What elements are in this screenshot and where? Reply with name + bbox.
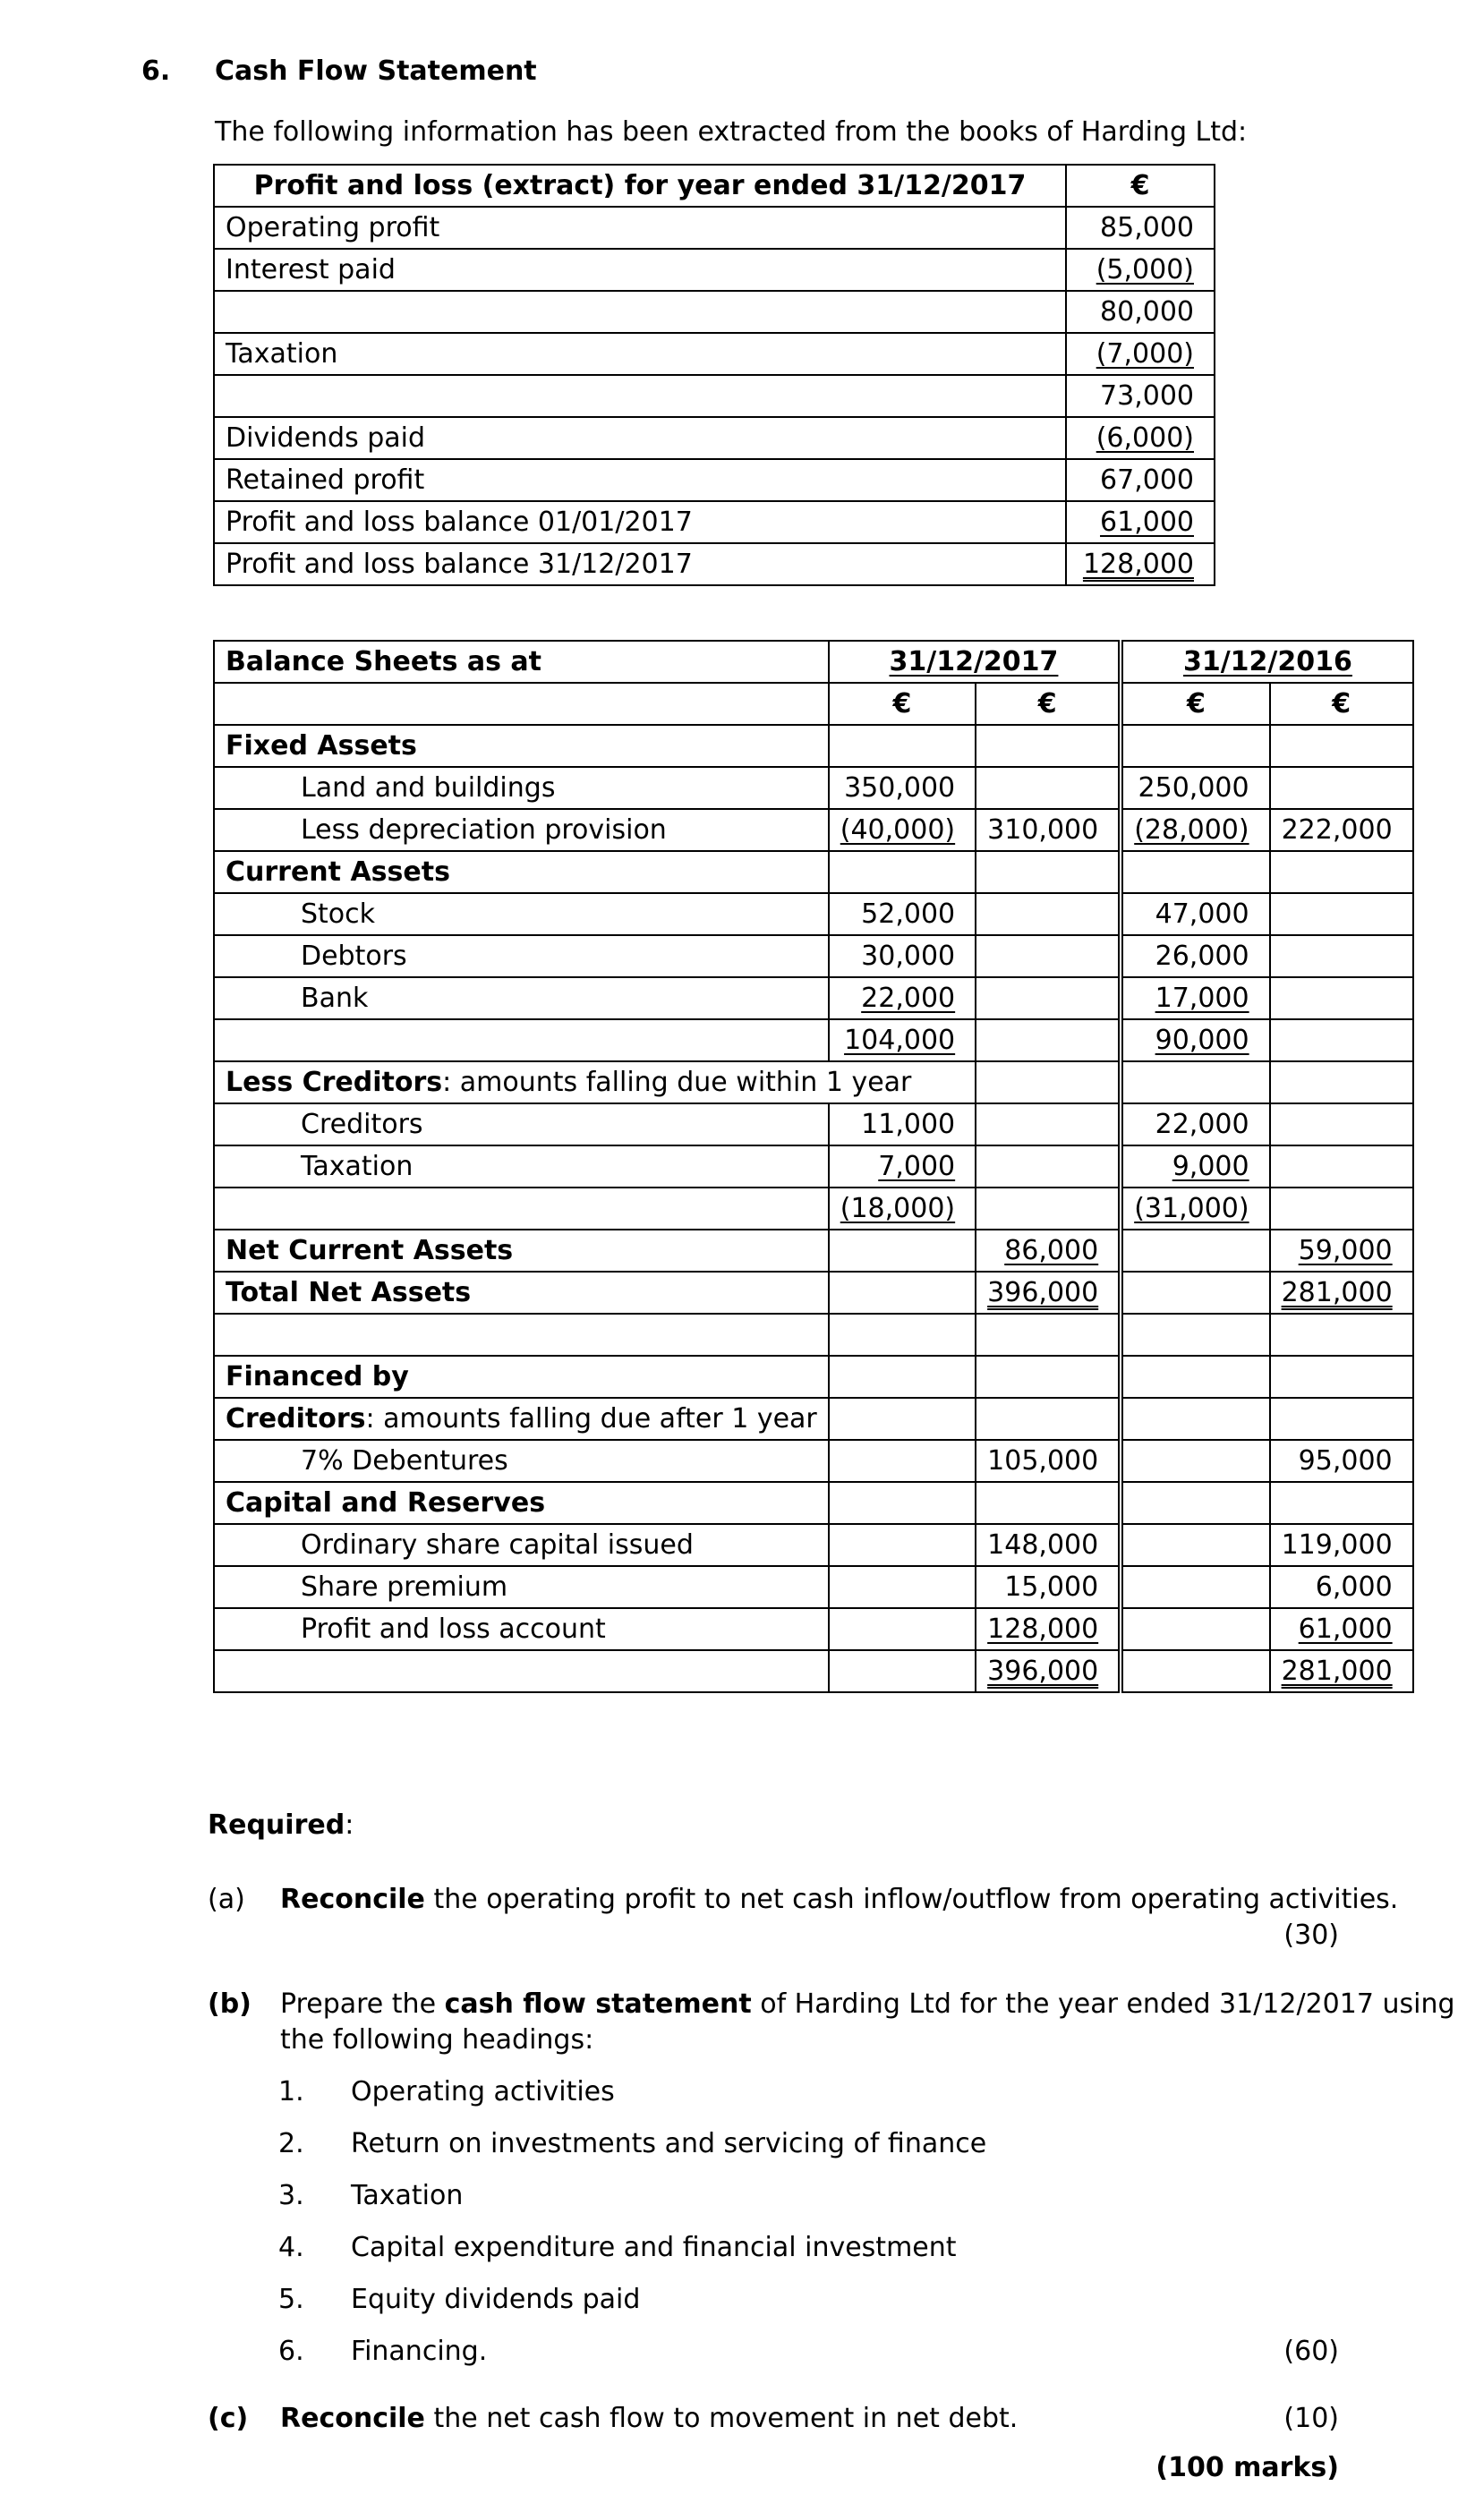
pl-header-currency: € <box>1066 165 1215 207</box>
bs-cell: 281,000 <box>1270 1650 1413 1692</box>
heading-number: 4. <box>278 2232 304 2263</box>
heading-item: Taxation <box>351 2180 464 2211</box>
bs-row <box>214 1230 1413 1272</box>
bs-row <box>214 725 1413 767</box>
pl-row-label: Profit and loss balance 01/01/2017 <box>214 501 1066 543</box>
pl-row <box>214 459 1215 501</box>
bs-row <box>214 767 1413 809</box>
heading-item: Equity dividends paid <box>351 2284 641 2315</box>
fixed-assets-heading: Fixed Assets <box>214 725 829 767</box>
bs-row <box>214 1440 1413 1482</box>
heading-number: 3. <box>278 2180 304 2211</box>
bs-cell: 128,000 <box>976 1608 1121 1650</box>
bs-row <box>214 1566 1413 1608</box>
bs-row-label: Bank <box>214 977 829 1019</box>
part-b-text: Prepare the cash flow statement of Harding Ltd for the year ended 31/12/2017 using <box>280 1988 1455 2020</box>
bs-cell: 22,000 <box>829 977 976 1019</box>
pl-row <box>214 207 1215 249</box>
bs-cell: 105,000 <box>976 1440 1121 1482</box>
part-a-marks: (30) <box>1283 1920 1339 1951</box>
pl-row-value: (5,000) <box>1066 249 1215 291</box>
bs-row-label: Land and buildings <box>214 767 829 809</box>
pl-row <box>214 375 1215 417</box>
part-b-text-line2: the following headings: <box>280 2024 594 2056</box>
bs-row-label: Taxation <box>214 1145 829 1188</box>
heading-item: Operating activities <box>351 2076 615 2107</box>
heading-item: Capital expenditure and financial investment <box>351 2232 957 2263</box>
bs-cell: 9,000 <box>1121 1145 1269 1188</box>
current-assets-heading: Current Assets <box>214 851 829 893</box>
pl-row-label: Taxation <box>214 333 1066 375</box>
heading-number: 1. <box>278 2076 304 2107</box>
bs-cell: 11,000 <box>829 1103 976 1145</box>
bs-row-label: Less depreciation provision <box>214 809 829 851</box>
bs-row <box>214 809 1413 851</box>
heading-number: 5. <box>278 2284 304 2315</box>
part-a-label: (a) <box>208 1884 245 1915</box>
required-heading: Required: <box>208 1809 354 1841</box>
part-a-text: Reconcile the operating profit to net cash inflow/outflow from operating activities. <box>280 1884 1399 1915</box>
bs-cell: (31,000) <box>1121 1188 1269 1230</box>
bs-currency-row <box>214 683 1413 725</box>
pl-header-label: Profit and loss (extract) for year ended 31/12/2017 <box>214 165 1066 207</box>
bs-row <box>214 851 1413 893</box>
bs-row <box>214 1145 1413 1188</box>
bs-row-label: Creditors <box>214 1103 829 1145</box>
bs-cell: 350,000 <box>829 767 976 809</box>
bs-row-label: 7% Debentures <box>214 1440 829 1482</box>
pl-row-value: 73,000 <box>1066 375 1215 417</box>
bs-cell: 59,000 <box>1270 1230 1413 1272</box>
bs-row <box>214 1019 1413 1061</box>
bs-cell: (18,000) <box>829 1188 976 1230</box>
bs-row <box>214 1103 1413 1145</box>
heading-number: 2. <box>278 2128 304 2159</box>
creditors-after-heading: Creditors: amounts falling due after 1 year <box>214 1398 829 1440</box>
pl-row <box>214 417 1215 459</box>
currency-cell: € <box>976 683 1121 725</box>
bs-title: Balance Sheets as at <box>214 641 829 683</box>
bs-cell: 47,000 <box>1121 893 1269 935</box>
currency-cell: € <box>1270 683 1413 725</box>
bs-row <box>214 1650 1413 1692</box>
pl-row <box>214 291 1215 333</box>
currency-cell: € <box>1121 683 1269 725</box>
pl-row-value: 61,000 <box>1066 501 1215 543</box>
bs-cell: 7,000 <box>829 1145 976 1188</box>
bs-row-label: Share premium <box>214 1566 829 1608</box>
bs-row <box>214 1188 1413 1230</box>
pl-row <box>214 333 1215 375</box>
total-marks: (100 marks) <box>1155 2452 1339 2483</box>
bs-row <box>214 1524 1413 1566</box>
bs-row-label: Stock <box>214 893 829 935</box>
bs-cell: 281,000 <box>1270 1272 1413 1314</box>
pl-row-value: 67,000 <box>1066 459 1215 501</box>
pl-row-value: 128,000 <box>1066 543 1215 585</box>
heading-number: 6. <box>278 2336 304 2367</box>
pl-row-value: (7,000) <box>1066 333 1215 375</box>
pl-row-label <box>214 291 1066 333</box>
bs-row <box>214 1398 1413 1440</box>
part-c-text: Reconcile the net cash flow to movement in net debt. <box>280 2403 1019 2434</box>
bs-row <box>214 893 1413 935</box>
bs-cell: 250,000 <box>1121 767 1269 809</box>
bs-row-label: Ordinary share capital issued <box>214 1524 829 1566</box>
pl-row-label <box>214 375 1066 417</box>
financed-by-heading: Financed by <box>214 1356 829 1398</box>
bs-cell: 26,000 <box>1121 935 1269 977</box>
bs-row-label: Profit and loss account <box>214 1608 829 1650</box>
bs-header-row <box>214 641 1413 683</box>
bs-cell: 86,000 <box>976 1230 1121 1272</box>
bs-row-label: Debtors <box>214 935 829 977</box>
bs-row-label: Total Net Assets <box>214 1272 829 1314</box>
bs-cell: 396,000 <box>976 1650 1121 1692</box>
bs-cell: 6,000 <box>1270 1566 1413 1608</box>
bs-cell: 119,000 <box>1270 1524 1413 1566</box>
pl-header-row <box>214 165 1215 207</box>
bs-cell: 90,000 <box>1121 1019 1269 1061</box>
bs-cell: 22,000 <box>1121 1103 1269 1145</box>
bs-cell: 52,000 <box>829 893 976 935</box>
pl-row-label: Profit and loss balance 31/12/2017 <box>214 543 1066 585</box>
bs-row <box>214 1272 1413 1314</box>
bs-cell: 30,000 <box>829 935 976 977</box>
pl-row-label: Retained profit <box>214 459 1066 501</box>
bs-date-2016: 31/12/2016 <box>1121 641 1412 683</box>
heading-item: Financing. <box>351 2336 488 2367</box>
capital-reserves-heading: Capital and Reserves <box>214 1482 829 1524</box>
bs-cell: 15,000 <box>976 1566 1121 1608</box>
bs-cell: (40,000) <box>829 809 976 851</box>
bs-cell: 17,000 <box>1121 977 1269 1019</box>
bs-cell: 104,000 <box>829 1019 976 1061</box>
bs-cell: 396,000 <box>976 1272 1121 1314</box>
currency-cell: € <box>829 683 976 725</box>
bs-row <box>214 1356 1413 1398</box>
heading-item: Return on investments and servicing of finance <box>351 2128 987 2159</box>
bs-row <box>214 1314 1413 1356</box>
pl-row <box>214 249 1215 291</box>
balance-sheet-table <box>213 640 1414 1693</box>
less-creditors-heading: Less Creditors: amounts falling due within 1 year <box>214 1061 976 1103</box>
bs-cell: (28,000) <box>1121 809 1269 851</box>
pl-row <box>214 501 1215 543</box>
profit-loss-table <box>213 164 1215 586</box>
part-b-label: (b) <box>208 1988 252 2020</box>
pl-row-value: 80,000 <box>1066 291 1215 333</box>
pl-row-label: Dividends paid <box>214 417 1066 459</box>
pl-row-value: 85,000 <box>1066 207 1215 249</box>
bs-cell: 95,000 <box>1270 1440 1413 1482</box>
pl-row <box>214 543 1215 585</box>
bs-cell: 148,000 <box>976 1524 1121 1566</box>
intro-text: The following information has been extracted from the books of Harding Ltd: <box>215 116 1248 148</box>
bs-cell: 222,000 <box>1270 809 1413 851</box>
pl-row-label: Operating profit <box>214 207 1066 249</box>
part-c-label: (c) <box>208 2403 249 2434</box>
bs-row-label: Net Current Assets <box>214 1230 829 1272</box>
bs-row <box>214 1061 1413 1103</box>
bs-cell: 310,000 <box>976 809 1121 851</box>
part-c-marks: (10) <box>1283 2403 1339 2434</box>
bs-date-2017: 31/12/2017 <box>829 641 1121 683</box>
question-number: 6. <box>141 55 171 87</box>
pl-row-value: (6,000) <box>1066 417 1215 459</box>
question-title: Cash Flow Statement <box>215 55 537 87</box>
bs-row <box>214 977 1413 1019</box>
pl-row-label: Interest paid <box>214 249 1066 291</box>
bs-row <box>214 935 1413 977</box>
bs-row <box>214 1608 1413 1650</box>
bs-cell: 61,000 <box>1270 1608 1413 1650</box>
bs-row <box>214 1482 1413 1524</box>
part-b-marks: (60) <box>1283 2336 1339 2367</box>
